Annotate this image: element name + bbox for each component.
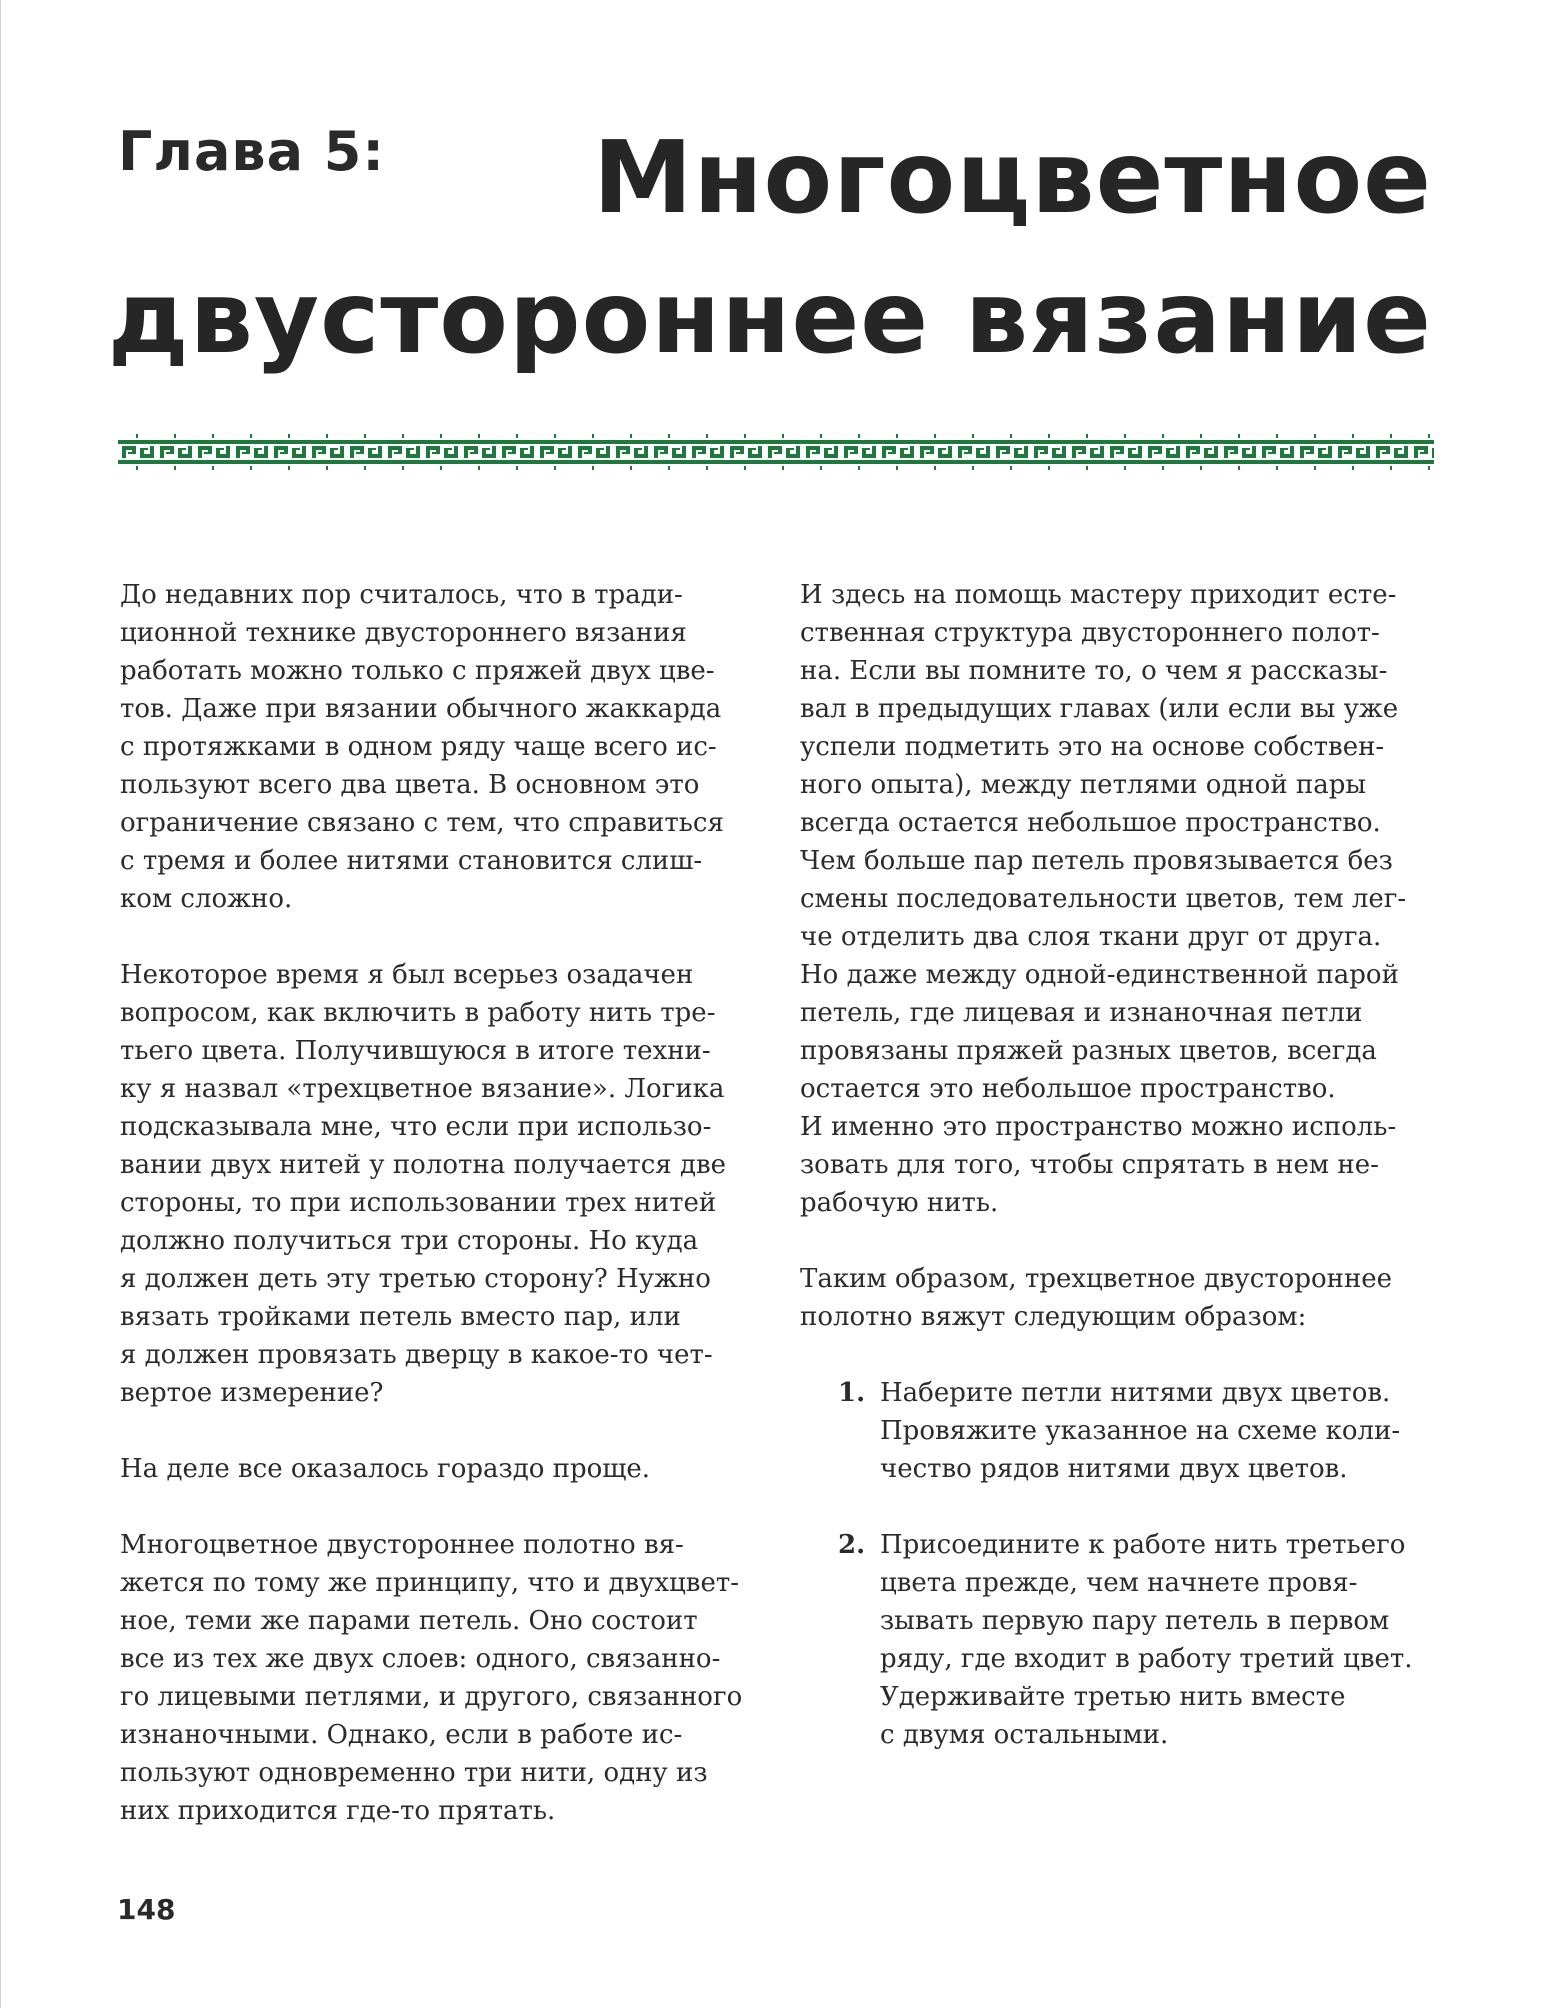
text-line: Таким образом, трехцветное двустороннее xyxy=(800,1264,1393,1294)
chapter-title-line: двустороннее вязание xyxy=(107,259,1432,376)
text-line: Удерживайте третью нить вместе xyxy=(880,1682,1346,1712)
paragraph xyxy=(120,956,760,1412)
text-line: До недавних пор считалось, что в тради- xyxy=(120,580,683,610)
chapter-title xyxy=(108,108,1432,388)
text-line: Наберите петли нитями двух цветов. xyxy=(880,1378,1391,1408)
text-line: жется по тому же принципу, что и двухцвет- xyxy=(120,1568,739,1598)
text-line: изнаночными. Однако, если в работе ис- xyxy=(120,1720,683,1750)
paragraph xyxy=(120,1450,760,1488)
text-line: И здесь на помощь мастеру приходит есте- xyxy=(800,580,1397,610)
paragraph xyxy=(120,1526,760,1830)
text-line: пользуют одновременно три нити, одну из xyxy=(120,1758,708,1788)
paragraph xyxy=(800,576,1440,1222)
text-line: с протяжками в одном ряду чаще всего ис- xyxy=(120,732,717,762)
text-line: Но даже между одной-единственной парой xyxy=(800,960,1399,990)
text-line: них приходится где-то прятать. xyxy=(120,1796,556,1826)
chapter-title-line: Многоцветное xyxy=(592,119,1432,236)
text-line: чество рядов нитями двух цветов. xyxy=(880,1454,1348,1484)
text-line: вании двух нитей у полотна получается две xyxy=(120,1150,726,1180)
text-line: ционной технике двустороннего вязания xyxy=(120,618,687,648)
text-line: провязаны пряжей разных цветов, всегда xyxy=(800,1036,1377,1066)
text-line: ное, теми же парами петель. Оно состоит xyxy=(120,1606,698,1636)
paragraph xyxy=(120,576,760,918)
text-line: тьего цвета. Получившуюся в итоге техни- xyxy=(120,1036,711,1066)
text-line: Многоцветное двустороннее полотно вя- xyxy=(120,1530,684,1560)
text-line: ком сложно. xyxy=(120,884,293,914)
text-line: с двумя остальными. xyxy=(880,1720,1169,1750)
chapter-label: Глава 5: xyxy=(118,120,385,183)
text-line: пользуют всего два цвета. В основном это xyxy=(120,770,700,800)
text-line: че отделить два слоя ткани друг от друга. xyxy=(800,922,1382,952)
text-line: На деле все оказалось гораздо проще. xyxy=(120,1454,651,1484)
text-line: ственная структура двустороннего полот- xyxy=(800,618,1380,648)
text-line: стороны, то при использовании трех нитей xyxy=(120,1188,717,1218)
ornament-border xyxy=(118,432,1434,472)
text-line: вязать тройками петель вместо пар, или xyxy=(120,1302,681,1332)
text-line: рабочую нить. xyxy=(800,1188,999,1218)
text-line: го лицевыми петлями, и другого, связанного xyxy=(120,1682,743,1712)
text-line: вал в предыдущих главах (или если вы уже xyxy=(800,694,1399,724)
list-item xyxy=(800,1526,1440,1754)
text-line: остается это небольшое пространство. xyxy=(800,1074,1336,1104)
page-edge xyxy=(0,0,1,2008)
text-line: цвета прежде, чем начнете провя- xyxy=(880,1568,1358,1598)
right-column xyxy=(800,576,1440,1792)
text-line: успели подметить это на основе собствен- xyxy=(800,732,1385,762)
text-line: все из тех же двух слоев: одного, связанно- xyxy=(120,1644,721,1674)
text-line: Чем больше пар петель провязывается без xyxy=(800,846,1393,876)
text-line: Присоедините к работе нить третьего xyxy=(880,1530,1406,1560)
text-line: вопросом, как включить в работу нить тре- xyxy=(120,998,716,1028)
text-line: вертое измерение? xyxy=(120,1378,384,1408)
text-line: работать можно только с пряжей двух цве- xyxy=(120,656,715,686)
text-line: ного опыта), между петлями одной пары xyxy=(800,770,1367,800)
text-line: петель, где лицевая и изнаночная петли xyxy=(800,998,1363,1028)
text-line: должно получиться три стороны. Но куда xyxy=(120,1226,699,1256)
text-line: Некоторое время я был всерьез озадачен xyxy=(120,960,694,990)
list-item-number: 2. xyxy=(838,1530,866,1560)
list-item-number: 1. xyxy=(838,1378,866,1408)
text-line: зывать первую пару петель в первом xyxy=(880,1606,1390,1636)
text-line: на. Если вы помните то, о чем я рассказы- xyxy=(800,656,1388,686)
ornament-band xyxy=(118,432,1434,472)
text-line: ряду, где входит в работу третий цвет. xyxy=(880,1644,1413,1674)
text-line: всегда остается небольшое пространство. xyxy=(800,808,1381,838)
list-item xyxy=(800,1374,1440,1488)
text-line: я должен провязать дверцу в какое-то чет- xyxy=(120,1340,713,1370)
text-line: ограничение связано с тем, что справиться xyxy=(120,808,724,838)
paragraph xyxy=(800,1260,1440,1336)
numbered-list xyxy=(800,1374,1440,1754)
text-line: зовать для того, чтобы спрятать в нем не- xyxy=(800,1150,1379,1180)
text-line: И именно это пространство можно исполь- xyxy=(800,1112,1397,1142)
text-line: Провяжите указанное на схеме коли- xyxy=(880,1416,1401,1446)
text-line: подсказывала мне, что если при использо- xyxy=(120,1112,712,1142)
text-line: полотно вяжут следующим образом: xyxy=(800,1302,1307,1332)
text-line: я должен деть эту третью сторону? Нужно xyxy=(120,1264,711,1294)
text-line: смены последовательности цветов, тем лег- xyxy=(800,884,1407,914)
text-line: ку я назвал «трехцветное вязание». Логика xyxy=(120,1074,725,1104)
page-number: 148 xyxy=(117,1893,176,1926)
left-column xyxy=(120,576,760,1868)
text-line: с тремя и более нитями становится слиш- xyxy=(120,846,703,876)
text-line: тов. Даже при вязании обычного жаккарда xyxy=(120,694,722,724)
